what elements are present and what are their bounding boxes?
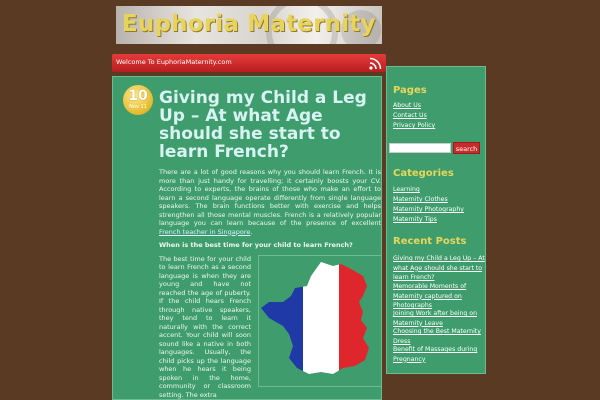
sidebar — [386, 66, 486, 374]
page-wrapper — [112, 0, 488, 400]
page-link-about-us[interactable]: About Us — [393, 102, 422, 109]
date-month: Nov 11 — [129, 104, 147, 110]
rss-icon[interactable] — [369, 57, 382, 70]
welcome-bar — [112, 54, 386, 72]
pages-heading: Pages — [393, 85, 427, 96]
body-columns — [159, 255, 381, 400]
recent-post-link[interactable]: Choosing the Best Maternity Dress — [393, 328, 481, 345]
recent-post-link[interactable]: Giving my Child a Leg Up – At what Age should she start to learn French? — [393, 255, 485, 281]
date-day: 10 — [128, 88, 148, 104]
body-paragraph: The best time for your child to learn French as a second language is when they are young and have not reached the age of puberty. If the child hears French through native speakers, they tend to learn it naturally with the correct accent. Your child will soon sound like a native in both languages. Usually, the child picks up the language when he hears it being spoken in the home, community or classroom setting. The extra — [159, 254, 251, 399]
french-teacher-link[interactable]: French teacher in Singapore — [159, 227, 251, 236]
intro-paragraph: There are a lot of good reasons why you should learn French. It is more than just handy for travelling; it certainly boosts your CV. According to experts, the brains of those who make an effort to learn a second language operate differently from single language speakers. The brain functions better with exercise and helps strengthen all those mental muscles. French is a relatively popular language you can learn because of the presence of excellent French teacher in Singapore. — [159, 168, 381, 236]
category-link-maternity-photography[interactable]: Maternity Photography — [393, 206, 464, 213]
site-title[interactable]: Euphoria Maternity — [122, 11, 376, 37]
post-body — [159, 168, 381, 399]
recent-post-link[interactable]: Joining Work after being on Maternity Leave — [393, 310, 478, 327]
category-link-maternity-clothes[interactable]: Maternity Clothes — [393, 196, 448, 203]
welcome-text: Welcome To EuphoriaMaternity.com — [116, 58, 232, 66]
site-header[interactable] — [116, 6, 382, 44]
post-title[interactable]: Giving my Child a Leg Up – At what Age should she start to learn French? — [159, 88, 367, 162]
post-subheading: When is the best time for your child to learn French? — [159, 241, 353, 249]
search-input[interactable] — [389, 143, 451, 153]
search-button[interactable]: search — [453, 142, 480, 154]
recent-post-link[interactable]: Benefit of Massages during Pregnancy — [393, 346, 478, 363]
recent-post-link[interactable]: Memorable Moments of Maternity captured on Photographs — [393, 283, 467, 309]
page-link-contact-us[interactable]: Contact Us — [393, 112, 427, 119]
category-link-maternity-tips[interactable]: Maternity Tips — [393, 216, 437, 223]
categories-heading: Categories — [393, 168, 454, 179]
date-badge — [123, 85, 153, 115]
category-link-learning[interactable]: Learning — [393, 186, 420, 193]
france-flag-map-image — [258, 255, 382, 387]
recent-posts-heading: Recent Posts — [393, 236, 467, 247]
france-map-icon — [259, 256, 381, 386]
page-link-privacy-policy[interactable]: Privacy Policy — [393, 122, 436, 129]
main-content — [112, 76, 382, 400]
